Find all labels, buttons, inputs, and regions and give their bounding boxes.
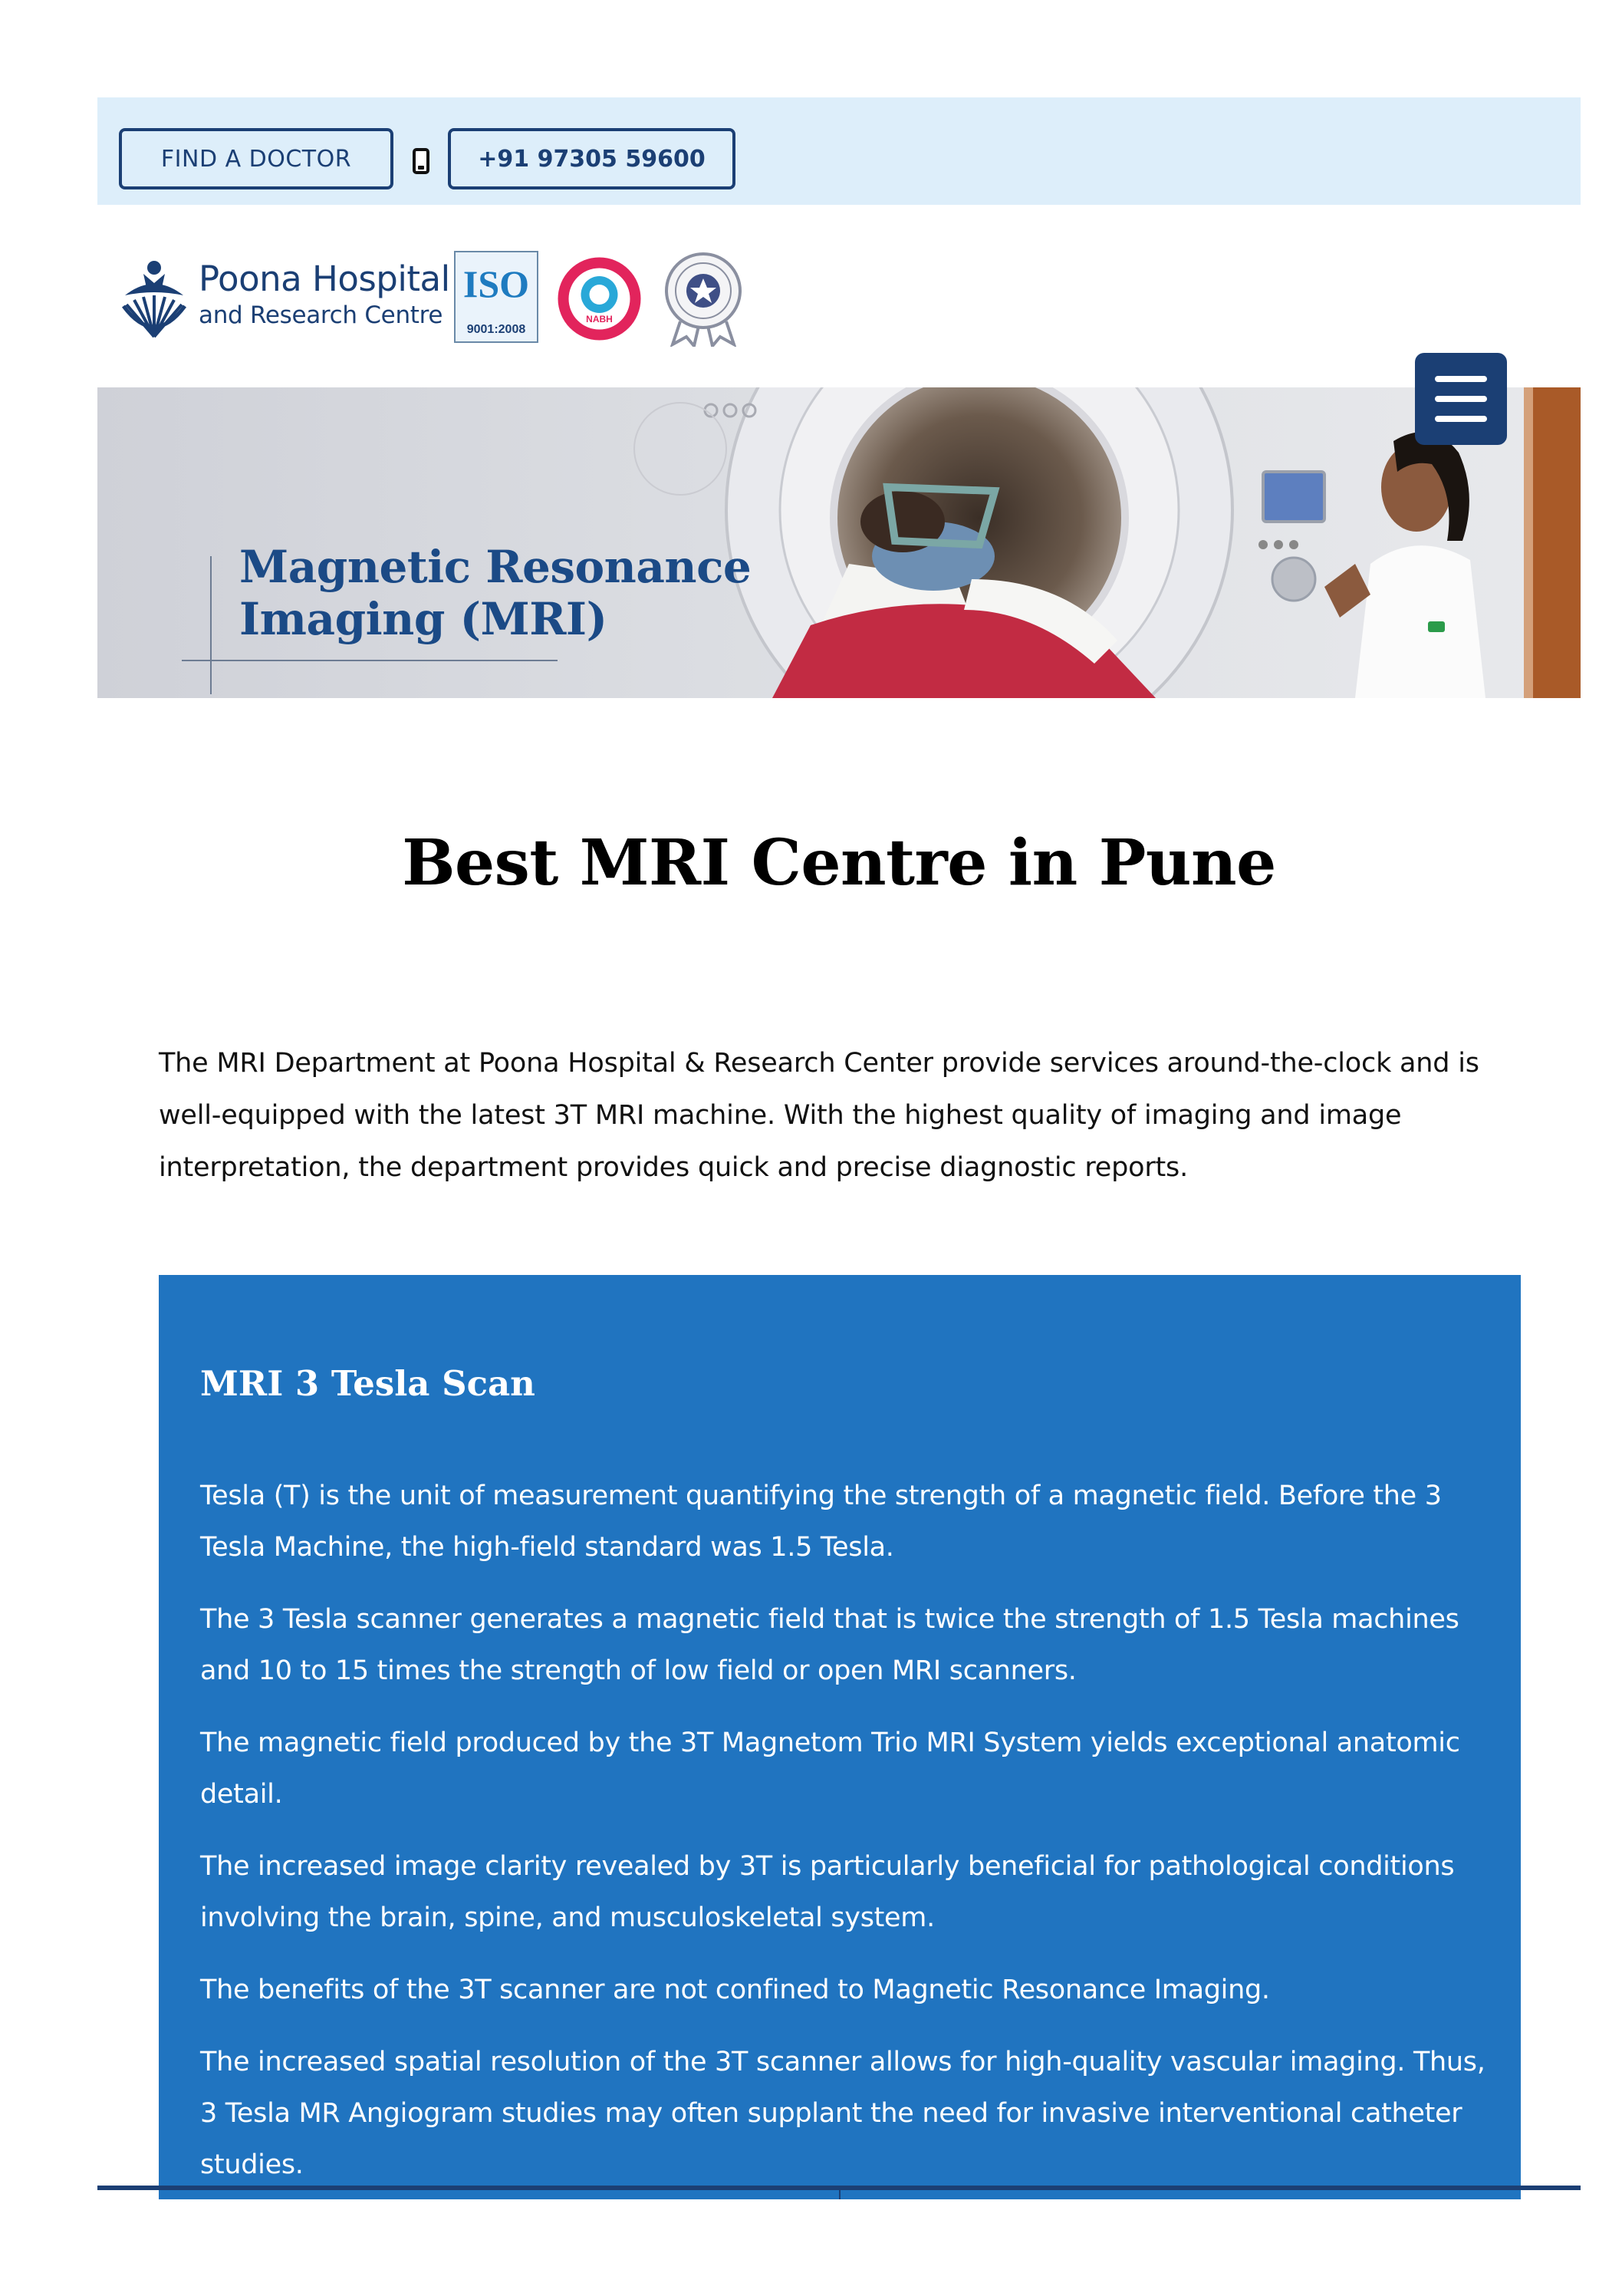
site-header	[97, 205, 1581, 389]
hamburger-menu-icon	[1435, 416, 1487, 422]
tesla-paragraph: The 3 Tesla scanner generates a magnetic field that is twice the strength of 1.5 Tesla machines and 10 to 15 times the strength of low field or open MRI scanners.	[200, 1604, 1459, 1686]
mobile-phone-icon	[413, 148, 429, 174]
tesla-info-box	[159, 1275, 1521, 2199]
phone-number-button[interactable]: +91 97305 59600	[448, 128, 735, 189]
iso-standard: 9001:2008	[466, 323, 526, 336]
menu-button[interactable]	[1415, 353, 1507, 445]
nabh-accreditation-badge	[555, 255, 643, 343]
tesla-paragraph: Tesla (T) is the unit of measurement quantifying the strength of a magnetic field. Before the 3 Tesla Machine, the high-field standard was 1.5 Tesla.	[200, 1481, 1442, 1563]
banner-title-line1: Magnetic Resonance	[239, 541, 752, 593]
logo-name: Poona Hospital	[199, 259, 450, 299]
tesla-paragraph: The increased spatial resolution of the 3T scanner allows for high-quality vascular imaging. Thus, 3 Tesla MR Angiogram studies may often supplant the need for invasive interventional catheter studies.	[200, 2047, 1485, 2180]
hospital-emblem-icon[interactable]	[120, 257, 188, 343]
page	[97, 97, 1581, 2199]
banner-title-line2: Imaging (MRI)	[239, 593, 607, 645]
hamburger-menu-icon	[1435, 396, 1487, 402]
hero-banner	[97, 387, 1581, 698]
page-title: Best MRI Centre in Pune	[402, 826, 1276, 900]
tesla-box-title: MRI 3 Tesla Scan	[200, 1363, 535, 1404]
accreditation-seal-icon	[663, 251, 744, 347]
nabh-text: NABH	[586, 314, 613, 324]
find-doctor-button[interactable]: FIND A DOCTOR	[119, 128, 393, 189]
intro-paragraph: The MRI Department at Poona Hospital & Research Center provide services around-the-clock and is well-equipped with the latest 3T MRI machine. With the highest quality of imaging and image interpretation, the department provides quick and precise diagnostic reports.	[159, 1048, 1479, 1183]
tesla-paragraph: The magnetic field produced by the 3T Magnetom Trio MRI System yields exceptional anatomic detail.	[200, 1728, 1460, 1810]
tesla-box-paragraphs	[200, 1471, 1496, 2212]
banner-title	[239, 541, 751, 645]
iso-label: ISO	[462, 262, 530, 305]
top-bar	[97, 97, 1581, 205]
iso-certification-badge	[454, 251, 538, 343]
tesla-paragraph: The increased image clarity revealed by 3T is particularly beneficial for pathological conditions involving the brain, spine, and musculoskeletal system.	[200, 1851, 1455, 1933]
hospital-logo-text[interactable]	[199, 259, 450, 331]
logo-subname: and Research Centre	[199, 301, 443, 329]
bottom-nav-divider	[839, 2188, 841, 2199]
banner-vertical-line	[210, 556, 212, 694]
banner-horizontal-line	[182, 660, 558, 661]
hamburger-menu-icon	[1435, 376, 1487, 382]
tesla-paragraph: The benefits of the 3T scanner are not confined to Magnetic Resonance Imaging.	[200, 1975, 1270, 2005]
